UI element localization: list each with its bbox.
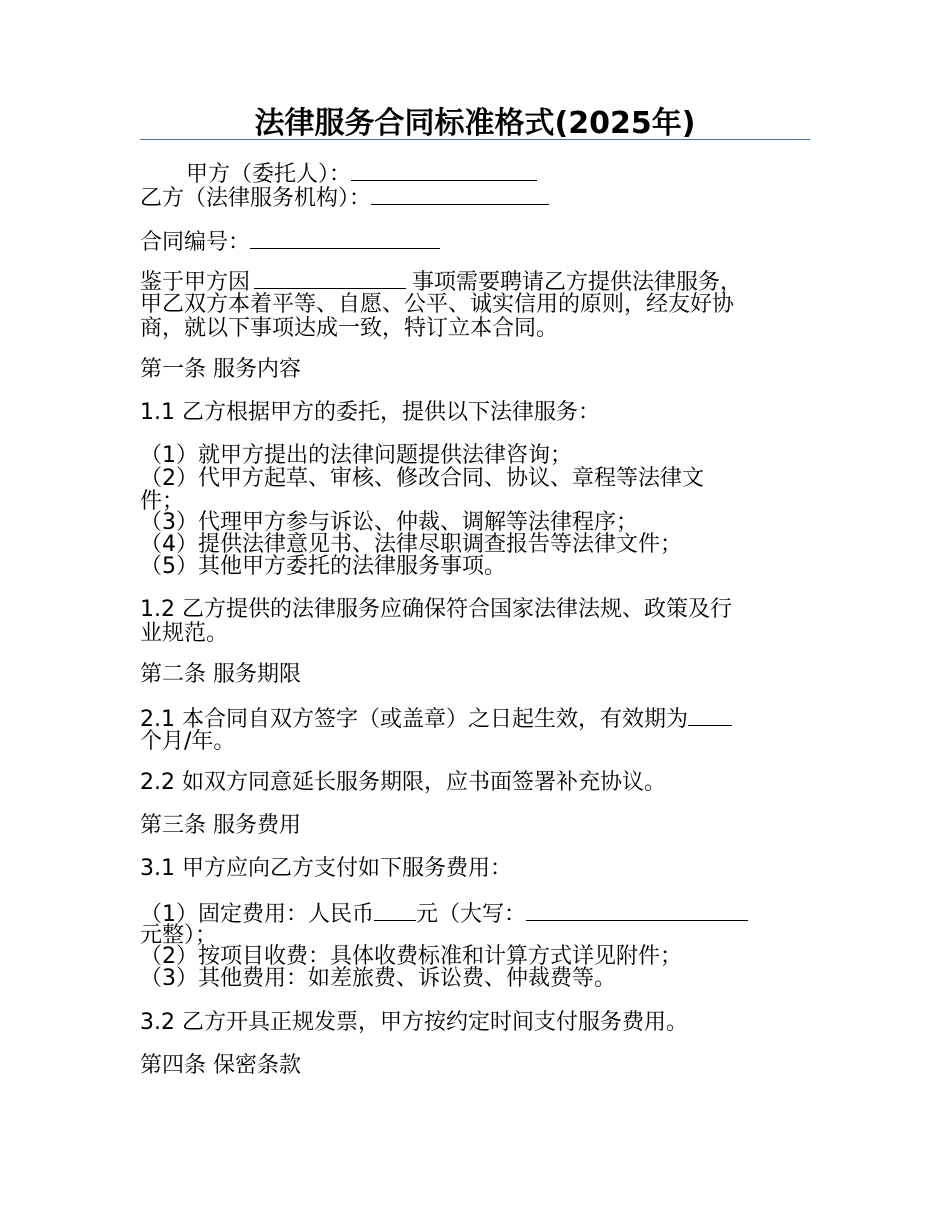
- preamble-line-3: 商，就以下事项达成一致，特订立本合同。: [140, 316, 559, 341]
- party-a-label: 甲方（委托人）：: [186, 162, 352, 187]
- party-b-blank: [371, 184, 549, 205]
- contract-no-label: 合同编号：: [140, 230, 251, 255]
- clause-2-2: 2.2 如双方同意延长服务期限，应书面签署补充协议。: [140, 770, 666, 795]
- clause-1-2-cont: 业规范。: [140, 621, 229, 646]
- fixed-fee-capital-blank: [526, 900, 748, 921]
- article-3-item-2: （2）按项目收费：具体收费标准和计算方式详见附件；: [140, 944, 682, 969]
- article-3-item-1-cont: 元整）；: [140, 923, 218, 948]
- article-3-item-1: [140, 900, 748, 928]
- clause-1-2: 1.2 乙方提供的法律服务应确保符合国家法律法规、政策及行: [140, 597, 732, 622]
- preamble-line-2: 甲乙双方本着平等、自愿、公平、诚实信用的原则，经友好协: [140, 292, 735, 317]
- fixed-fee-label: （1）固定费用：人民币: [140, 902, 374, 927]
- article-1-item-4: （4）提供法律意见书、法律尽职调查报告等法律文件；: [140, 532, 682, 557]
- preamble-blank: [254, 268, 406, 289]
- article-1-item-3: （3）代理甲方参与诉讼、仲裁、调解等法律程序；: [140, 510, 638, 535]
- title-underline: [140, 139, 810, 140]
- clause-1-1: 1.1 乙方根据甲方的委托，提供以下法律服务：: [140, 400, 600, 425]
- clause-3-2: 3.2 乙方开具正规发票，甲方按约定时间支付服务费用。: [140, 1010, 688, 1035]
- clause-3-1: 3.1 甲方应向乙方支付如下服务费用：: [140, 856, 512, 881]
- article-1-heading: 第一条 服务内容: [140, 357, 301, 382]
- article-4-heading: 第四条 保密条款: [140, 1053, 301, 1078]
- contract-no-line: [140, 228, 440, 256]
- article-2-heading: 第二条 服务期限: [140, 662, 301, 687]
- clause-2-1-text: 2.1 本合同自双方签字（或盖章）之日起生效，有效期为: [140, 707, 688, 732]
- article-3-item-3: （3）其他费用：如差旅费、诉讼费、仲裁费等。: [140, 966, 616, 991]
- party-a-blank: [351, 160, 537, 181]
- preamble-part1: 鉴于甲方因: [140, 270, 251, 295]
- party-b-label: 乙方（法律服务机构）：: [140, 186, 372, 211]
- term-blank: [688, 705, 732, 726]
- preamble-part2: 事项需要聘请乙方提供法律服务，: [412, 270, 743, 295]
- fixed-fee-capital-label: 元（大写：: [416, 902, 527, 927]
- clause-2-1-cont: 个月/年。: [140, 729, 236, 754]
- contract-no-blank: [250, 228, 440, 249]
- fixed-fee-amount-blank: [374, 900, 416, 921]
- article-1-item-2-cont: 件；: [140, 489, 185, 514]
- article-1-item-5: （5）其他甲方委托的法律服务事项。: [140, 554, 506, 579]
- document-title: 法律服务合同标准格式(2025年): [254, 106, 696, 141]
- article-3-heading: 第三条 服务费用: [140, 813, 301, 838]
- party-b-line: [140, 184, 549, 212]
- article-1-item-2: （2）代甲方起草、审核、修改合同、协议、章程等法律文: [140, 466, 704, 491]
- article-1-item-1: （1）就甲方提出的法律问题提供法律咨询；: [140, 443, 572, 468]
